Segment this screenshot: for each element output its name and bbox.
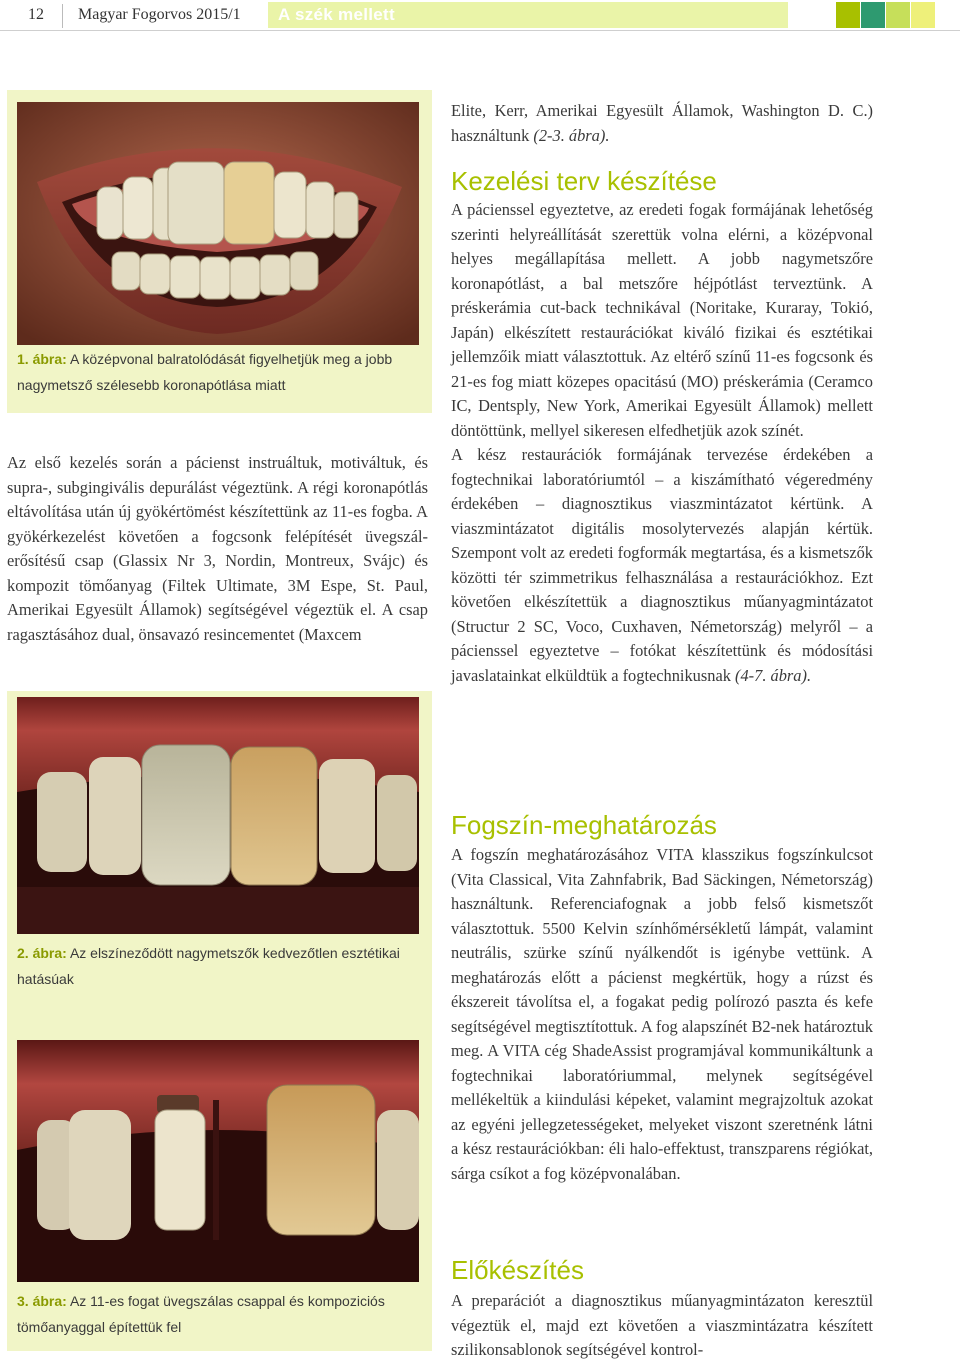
preparation-text xyxy=(451,1289,873,1363)
post-buildup-photo xyxy=(17,1040,419,1282)
shade-selection-text xyxy=(451,843,873,1186)
treatment-plan-figure-ref: (4-7. ábra). xyxy=(735,665,812,685)
figure-1-text: A középvonal balratolódását figyelhetjük meg a jobb nagymetsző szélesebb koronapótlása miatt xyxy=(17,351,393,393)
left-column-text xyxy=(7,451,428,647)
treatment-plan-p2: A kész restaurációk formájának tervezése érdekében a fogtechnikai laboratóriumtól – a kiszámítható végeredmény érdekében – diagnosztikus viaszmintázatot kértünk. A viaszmintázatot digitális mosolytervezés alapján kértük. Szempont volt az eredeti fogformák megtartása, és a kismetszők közötti tér szimmetrikus felhasználása a restaurációkhoz. Ezt követően elkészítettük a diagnosztikus műanyagmintázatot (Structur 2 SC, Voco, Cuxhaven, Németország) melyről – a pácienssel egyeztetve – fotókat készítettünk és módosítási javaslatainkat elküldtük a fogtechnikusnak xyxy=(451,445,873,685)
treatment-plan-p1: A pácienssel egyeztetve, az eredeti fogak formájának lehetőség szerinti helyreállítását szerettük volna elérni, a középvonal helyes megállapítása mellett. A jobb nagymetszőre koronapótlást, a bal metszőre héjpótlást terveztünk. A préskerámia cut-back technikával (Noritake, Kuraray, Tokió, Japán) elkészített restaurációkat kiváló fizikai és esztétikai jellemzőik miatt választottuk. Az eltérő színű 11-es fogcsonk és 21-es fog miatt közepes opacitású (MO) préskerámia (Ceramco IC, Dentsply, New York, Amerikai Egyesült Államok) mellett döntöttünk, mellyel sikeresen elfedhetjük azok színét. xyxy=(451,200,873,440)
header-divider xyxy=(62,4,63,28)
figure-1-label: 1. ábra: xyxy=(17,351,67,367)
page-number: 12 xyxy=(28,6,44,23)
heading-preparation: Előkészítés xyxy=(451,1255,584,1285)
magazine-title: Magyar Fogorvos 2015/1 xyxy=(78,6,241,23)
intro-figure-ref: (2-3. ábra). xyxy=(533,125,610,145)
figure-3-caption xyxy=(17,1288,419,1340)
color-square-4 xyxy=(911,2,935,28)
color-square-3 xyxy=(886,2,910,28)
header-rule xyxy=(0,30,960,31)
figure-3-text: Az 11-es fogat üvegszálas csappal és kompoziciós tömőanyaggal építettük fel xyxy=(17,1293,385,1335)
treatment-plan-text xyxy=(451,198,873,688)
section-title: A szék mellett xyxy=(278,5,395,24)
smile-photo xyxy=(17,102,419,345)
figure-2-text: Az elszíneződött nagymetszők kedvezőtlen esztétikai hatásúak xyxy=(17,945,400,987)
shade-selection-p1: A fogszín meghatározásához VITA klasszikus fogszínkulcsot (Vita Classical, Vita Zahnfabrik, Bad Säckingen, Németország) használtunk. Referenciafognak a jobb felső kismetszőt választottuk. 5500 Kelvin színhőmérsékletű lámpát, valamint neutrális, szürke színű nyálkendőt is igénybe vettünk. A meghatározás előtt a pácienst megkértük, hogy a rúzst és ékszereit távolítsa el, a fogakat pedig polírozó paszta és kefe segítségével megtisztítottuk. A fog alapszínét B2-nek határoztuk meg. A VITA cég ShadeAssist programjával kommunikáltunk a fogtechnikai laboratóriummal, melynek segítségével mellékeltük a kiindulási képeket, valamint megrajzoltuk azokat az egyéni jellegzetességeket, melyeket viszont szeretnénk látni a kész restaurációkban: éli halo-effektust, transzparens régiókat, sárga csíkot a fog középvonalában. xyxy=(451,845,873,1183)
heading-shade-selection: Fogszín-meghatározás xyxy=(451,810,717,840)
right-intro xyxy=(451,99,873,148)
figure-3-label: 3. ábra: xyxy=(17,1293,67,1309)
color-square-2 xyxy=(861,2,885,28)
figure-2-label: 2. ábra: xyxy=(17,945,67,961)
heading-treatment-plan: Kezelési terv készítése xyxy=(451,166,717,196)
figure-2-caption xyxy=(17,940,419,992)
intro-text: Elite, Kerr, Amerikai Egyesült Államok, Washington D. C.) használtunk xyxy=(451,101,873,145)
figure-1-caption xyxy=(17,346,417,398)
preparation-p1: A preparációt a diagnosztikus műanyagmintázaton keresztül végeztük el, majd ezt követően a viaszmintázatra készített szilikonsablonok segítségével kontrol- xyxy=(451,1291,873,1359)
left-paragraph: Az első kezelés során a pácienst instruáltuk, motiváltuk, és supra-, subgingivális depurálást végeztünk. A régi koronapótlás eltávolítása után új gyökértömést készítettünk az 11-es fogba. A gyökérkezelést követően a fogcsonk felépítését üvegszál-erősítésű csap (Glassix Nr 3, Nordin, Montreux, Svájc) és kompozit tömőanyag (Filtek Ultimate, 3M Espe, St. Paul, Amerikai Egyesült Államok) segítségével végeztük el. A csap ragasztásához dual, önsavazó resincementet (Maxcem xyxy=(7,453,428,644)
color-square-1 xyxy=(836,2,860,28)
discolored-incisors-photo xyxy=(17,697,419,934)
